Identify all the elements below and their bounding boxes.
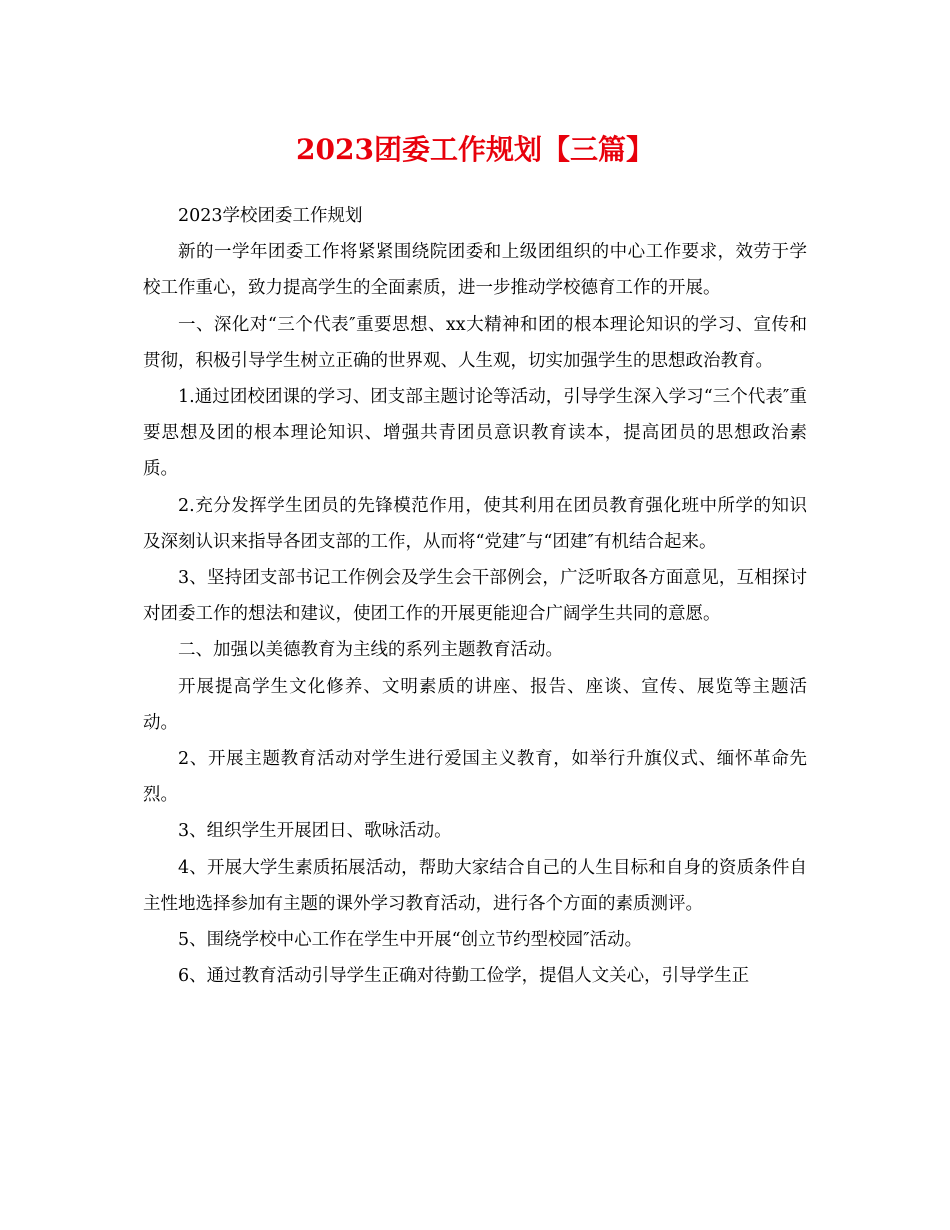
paragraph-subtitle: 2023学校团委工作规划 bbox=[178, 206, 363, 226]
paragraph: 6、通过教育活动引导学生正确对待勤工俭学，提倡人文关心，引导学生正 bbox=[178, 966, 750, 987]
paragraph: 一、深化对“三个代表″重要思想、xx大精神和团的根本理论知识的学习、宣传和贯彻，积极引导学生树立正确的世界观、人生观，切实加强学生的思想政治教育。 bbox=[143, 314, 807, 371]
paragraph: 1.通过团校团课的学习、团支部主题讨论等活动，引导学生深入学习“三个代表″重要思想及团的根本理论知识、增强共青团员意识教育读本，提高团员的思想政治素质。 bbox=[143, 387, 807, 480]
paragraph: 2、开展主题教育活动对学生进行爱国主义教育，如举行升旗仪式、缅怀革命先烈。 bbox=[143, 749, 807, 806]
paragraph: 3、组织学生开展团日、歌咏活动。 bbox=[178, 821, 452, 842]
document-title: 2023团委工作规划【三篇】 bbox=[296, 133, 654, 166]
paragraph: 开展提高学生文化修养、文明素质的讲座、报告、座谈、宣传、展览等主题活动。 bbox=[143, 676, 807, 733]
paragraph: 2.充分发挥学生团员的先锋模范作用，使其利用在团员教育强化班中所学的知识及深刻认识来指导各团支部的工作，从而将“党建″与“团建″有机结合起来。 bbox=[143, 495, 807, 552]
paragraph: 3、坚持团支部书记工作例会及学生会干部例会，广泛听取各方面意见，互相探讨对团委工作的想法和建议，使团工作的开展更能迎合广阔学生共同的意愿。 bbox=[143, 568, 807, 625]
document-body bbox=[143, 198, 807, 994]
paragraph: 新的一学年团委工作将紧紧围绕院团委和上级团组织的中心工作要求，效劳于学校工作重心，致力提高学生的全面素质，进一步推动学校德育工作的开展。 bbox=[143, 242, 807, 299]
paragraph: 二、加强以美德教育为主线的系列主题教育活动。 bbox=[178, 640, 563, 661]
paragraph: 4、开展大学生素质拓展活动，帮助大家结合自己的人生目标和自身的资质条件自主性地选择参加有主题的课外学习教育活动，进行各个方面的素质测评。 bbox=[143, 857, 807, 914]
paragraph: 5、围绕学校中心工作在学生中开展“创立节约型校园″活动。 bbox=[178, 930, 643, 951]
